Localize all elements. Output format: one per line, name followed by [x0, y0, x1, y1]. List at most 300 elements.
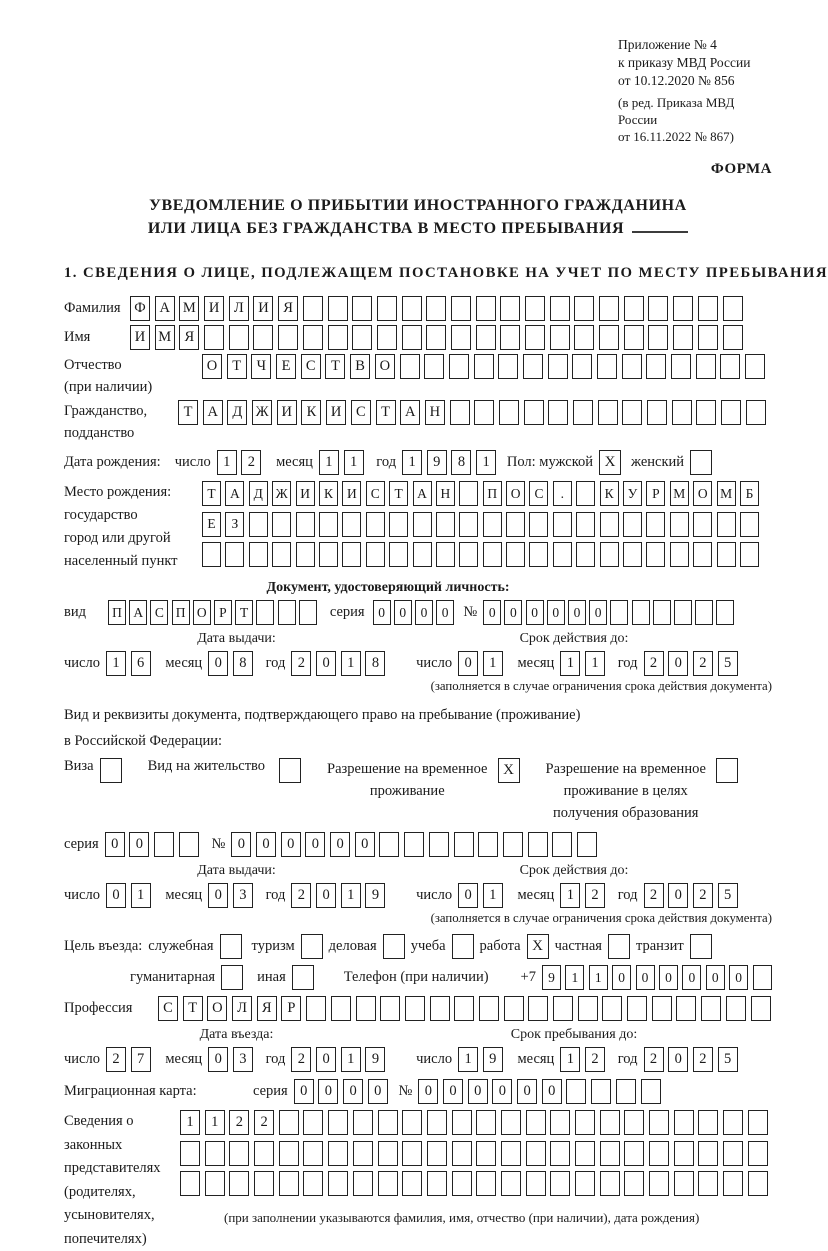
char-cell	[646, 354, 666, 379]
rvp-issue-month-label: месяц	[165, 887, 202, 904]
char-cell: 0	[492, 1079, 512, 1104]
legal-reps-cells-row-2	[180, 1141, 773, 1166]
char-cell	[303, 325, 323, 350]
char-cell: 5	[718, 651, 738, 676]
char-cell	[479, 996, 499, 1021]
char-cell	[328, 1141, 348, 1166]
char-cell: А	[225, 481, 244, 506]
char-cell	[504, 996, 524, 1021]
char-cell: 8	[365, 651, 385, 676]
char-cell: И	[204, 296, 224, 321]
char-cell	[352, 325, 372, 350]
char-cell	[674, 1171, 694, 1196]
char-cell	[249, 512, 268, 537]
char-cell: П	[172, 600, 190, 625]
valid-month-label: месяц	[517, 655, 554, 672]
char-cell: 2	[106, 1047, 126, 1072]
char-cell: И	[130, 325, 150, 350]
birth-date-month-label: месяц	[276, 454, 313, 471]
entry-year-label: год	[266, 1051, 286, 1068]
entry-year-cells	[291, 1047, 390, 1072]
char-cell	[436, 512, 455, 537]
char-cell	[720, 354, 740, 379]
char-cell: М	[179, 296, 199, 321]
form-title-line-2-wrap	[64, 217, 772, 240]
rvp-valid-year-label: год	[618, 887, 638, 904]
char-cell: К	[301, 400, 321, 425]
legal-reps-label-line-2: законных	[64, 1134, 180, 1158]
char-cell	[328, 296, 348, 321]
char-cell	[430, 996, 450, 1021]
legal-reps-label-line-5: усыновителях,	[64, 1204, 180, 1228]
valid-year-cells	[644, 651, 743, 676]
char-cell	[389, 542, 408, 567]
char-cell	[525, 296, 545, 321]
char-cell: 0	[458, 651, 478, 676]
char-cell	[575, 1141, 595, 1166]
char-cell	[578, 996, 598, 1021]
char-cell	[600, 542, 619, 567]
char-cell: О	[693, 481, 712, 506]
char-cell	[576, 542, 595, 567]
purpose-tourism-label: туризм	[252, 938, 295, 955]
char-cell	[205, 1141, 225, 1166]
surname-label: Фамилия	[64, 300, 130, 317]
char-cell	[454, 832, 474, 857]
char-cell	[648, 325, 668, 350]
char-cell	[550, 1171, 570, 1196]
char-cell: Т	[202, 481, 221, 506]
purpose-tourism-checkbox	[301, 934, 323, 959]
char-cell: Т	[325, 354, 345, 379]
char-cell: 0	[547, 600, 565, 625]
identity-doc-row	[64, 600, 772, 625]
char-cell: 0	[415, 600, 433, 625]
char-cell	[328, 325, 348, 350]
char-cell: М	[670, 481, 689, 506]
char-cell	[674, 1110, 694, 1135]
resident-doc-series-row	[64, 832, 772, 857]
char-cell	[670, 512, 689, 537]
issue-year-cells	[291, 651, 390, 676]
char-cell	[180, 1171, 200, 1196]
legal-reps-label-line-3: представителях	[64, 1157, 180, 1181]
char-cell	[400, 354, 420, 379]
char-cell	[476, 325, 496, 350]
char-cell: 1	[402, 450, 422, 475]
residence-permit-checkbox	[279, 758, 301, 783]
name-label: Имя	[64, 329, 130, 346]
resident-doc-date-headers	[64, 863, 772, 879]
char-cell: 5	[718, 1047, 738, 1072]
char-cell: 0	[504, 600, 522, 625]
char-cell: 1	[458, 1047, 478, 1072]
char-cell	[600, 1141, 620, 1166]
issue-day-label: число	[64, 655, 100, 672]
char-cell	[278, 600, 296, 625]
char-cell: 8	[451, 450, 471, 475]
char-cell: 0	[316, 651, 336, 676]
name-row	[64, 325, 772, 350]
char-cell: 2	[254, 1110, 274, 1135]
migration-card-series-cells	[294, 1079, 393, 1104]
sex-female-checkbox	[690, 450, 712, 475]
char-cell	[751, 996, 771, 1021]
birth-place-cells-row-1	[202, 481, 763, 506]
char-cell	[600, 1171, 620, 1196]
legal-reps-note: (при заполнении указываются фамилия, имя, отчество (при наличии), дата рождения)	[224, 1210, 773, 1226]
char-cell	[646, 542, 665, 567]
char-cell: О	[207, 996, 227, 1021]
char-cell	[449, 354, 469, 379]
char-cell	[229, 1141, 249, 1166]
char-cell	[696, 354, 716, 379]
char-cell: 1	[483, 651, 503, 676]
purpose-work-label: работа	[480, 938, 521, 955]
blank-underline	[632, 218, 688, 233]
identity-doc-valid-header: Срок действия до:	[409, 631, 739, 647]
char-cell: 0	[517, 1079, 537, 1104]
char-cell	[674, 600, 692, 625]
birth-date-row	[64, 450, 772, 475]
char-cell: Я	[278, 296, 298, 321]
char-cell	[225, 542, 244, 567]
birth-date-label: Дата рождения:	[64, 454, 161, 471]
char-cell	[717, 512, 736, 537]
char-cell	[452, 1141, 472, 1166]
char-cell	[506, 542, 525, 567]
temp-residence-edu-checkbox	[716, 758, 738, 783]
char-cell	[303, 1141, 323, 1166]
char-cell	[328, 1171, 348, 1196]
purpose-study-checkbox	[452, 934, 474, 959]
char-cell: 1	[565, 965, 584, 990]
char-cell: Е	[202, 512, 221, 537]
char-cell: Б	[740, 481, 759, 506]
profession-label: Профессия	[64, 1000, 158, 1017]
entry-date-headers	[64, 1027, 772, 1043]
char-cell	[366, 512, 385, 537]
char-cell: Ф	[130, 296, 150, 321]
char-cell	[695, 600, 713, 625]
char-cell	[717, 542, 736, 567]
resident-doc-valid-date	[416, 883, 742, 908]
stay-day-label: число	[416, 1051, 452, 1068]
char-cell	[622, 400, 642, 425]
char-cell	[413, 542, 432, 567]
char-cell: О	[202, 354, 222, 379]
char-cell	[576, 481, 595, 506]
char-cell	[721, 400, 741, 425]
char-cell	[205, 1171, 225, 1196]
birth-place-cells	[202, 481, 763, 573]
char-cell	[427, 1110, 447, 1135]
resident-doc-paragraph	[64, 702, 772, 754]
char-cell	[600, 1110, 620, 1135]
resident-doc-valid-header: Срок действия до:	[409, 863, 739, 879]
char-cell: 1	[476, 450, 496, 475]
visa-label: Виза	[64, 758, 94, 775]
char-cell	[424, 354, 444, 379]
birth-date-day-cells	[217, 450, 266, 475]
char-cell	[524, 400, 544, 425]
char-cell: М	[717, 481, 736, 506]
char-cell	[229, 1171, 249, 1196]
char-cell	[698, 1171, 718, 1196]
char-cell	[377, 296, 397, 321]
form-title-line-1: УВЕДОМЛЕНИЕ О ПРИБЫТИИ ИНОСТРАННОГО ГРАЖДАНИНА	[64, 194, 772, 217]
char-cell	[498, 354, 518, 379]
char-cell	[723, 325, 743, 350]
legal-reps-row	[64, 1110, 772, 1251]
char-cell: 9	[365, 883, 385, 908]
char-cell	[624, 1171, 644, 1196]
char-cell: 1	[319, 450, 339, 475]
char-cell	[573, 400, 593, 425]
rvp-valid-day-cells	[458, 883, 507, 908]
char-cell	[506, 512, 525, 537]
char-cell: 1	[106, 651, 126, 676]
char-cell	[499, 400, 519, 425]
char-cell	[550, 296, 570, 321]
char-cell: В	[350, 354, 370, 379]
char-cell: О	[375, 354, 395, 379]
char-cell	[576, 512, 595, 537]
resident-doc-dates-row	[64, 883, 772, 908]
form-title-line-2: ИЛИ ЛИЦА БЕЗ ГРАЖДАНСТВА В МЕСТО ПРЕБЫВАНИЯ	[148, 220, 624, 237]
char-cell: 1	[341, 1047, 361, 1072]
purpose-official-label: служебная	[148, 938, 213, 955]
char-cell	[652, 996, 672, 1021]
char-cell	[624, 1110, 644, 1135]
corner-line-1: Приложение № 4	[618, 36, 772, 54]
char-cell	[353, 1141, 373, 1166]
char-cell	[598, 400, 618, 425]
char-cell: 2	[693, 883, 713, 908]
surname-row	[64, 296, 772, 321]
char-cell	[254, 1171, 274, 1196]
char-cell: 2	[229, 1110, 249, 1135]
char-cell: 0	[394, 600, 412, 625]
char-cell: 1	[585, 651, 605, 676]
residence-permit-label: Вид на жительство	[148, 758, 265, 775]
purpose-business-checkbox	[383, 934, 405, 959]
stay-year-label: год	[618, 1051, 638, 1068]
char-cell	[670, 542, 689, 567]
char-cell: 9	[365, 1047, 385, 1072]
patronymic-row	[64, 354, 772, 398]
birth-place-label-line-2: государство	[64, 504, 202, 527]
char-cell	[577, 832, 597, 857]
char-cell	[279, 1110, 299, 1135]
section-1-heading: 1. СВЕДЕНИЯ О ЛИЦЕ, ПОДЛЕЖАЩЕМ ПОСТАНОВКЕ НА УЧЕТ ПО МЕСТУ ПРЕБЫВАНИЯ	[64, 265, 772, 282]
char-cell	[550, 1110, 570, 1135]
char-cell: Н	[436, 481, 455, 506]
char-cell	[476, 1110, 496, 1135]
char-cell: Л	[229, 296, 249, 321]
char-cell	[450, 400, 470, 425]
char-cell	[632, 600, 650, 625]
char-cell: 2	[291, 651, 311, 676]
rvp-valid-month-label: месяц	[517, 887, 554, 904]
char-cell	[454, 996, 474, 1021]
legal-reps-cells	[180, 1110, 773, 1226]
char-cell: Ж	[272, 481, 291, 506]
char-cell: С	[529, 481, 548, 506]
char-cell	[529, 542, 548, 567]
char-cell	[256, 600, 274, 625]
rvp-issue-day-label: число	[64, 887, 100, 904]
char-cell: С	[158, 996, 178, 1021]
char-cell: 2	[585, 1047, 605, 1072]
rvp-valid-year-cells	[644, 883, 743, 908]
char-cell	[623, 512, 642, 537]
char-cell	[696, 400, 716, 425]
char-cell	[427, 1171, 447, 1196]
char-cell	[723, 1110, 743, 1135]
char-cell: 2	[241, 450, 261, 475]
legal-reps-cells-row-3	[180, 1171, 773, 1196]
identity-doc-issue-date	[64, 651, 390, 676]
resident-doc-number-cells	[231, 832, 601, 857]
char-cell: 1	[205, 1110, 225, 1135]
char-cell	[553, 996, 573, 1021]
char-cell	[402, 296, 422, 321]
char-cell: Д	[227, 400, 247, 425]
char-cell	[476, 296, 496, 321]
char-cell: А	[129, 600, 147, 625]
citizenship-label	[64, 400, 178, 444]
char-cell	[624, 1141, 644, 1166]
char-cell: 0	[355, 832, 375, 857]
char-cell: 0	[316, 1047, 336, 1072]
phone-prefix: +7	[521, 969, 536, 986]
char-cell	[674, 1141, 694, 1166]
stay-until-date	[416, 1047, 742, 1072]
citizenship-label-line-2: подданство	[64, 422, 178, 444]
valid-year-label: год	[618, 655, 638, 672]
char-cell	[426, 296, 446, 321]
char-cell: 0	[668, 1047, 688, 1072]
char-cell: 0	[729, 965, 748, 990]
char-cell	[402, 325, 422, 350]
char-cell: О	[193, 600, 211, 625]
char-cell: 0	[318, 1079, 338, 1104]
char-cell	[501, 1141, 521, 1166]
char-cell	[622, 354, 642, 379]
char-cell	[647, 400, 667, 425]
char-cell	[552, 832, 572, 857]
char-cell: 2	[644, 1047, 664, 1072]
char-cell	[179, 832, 199, 857]
entry-month-cells	[208, 1047, 257, 1072]
identity-doc-series-cells	[373, 600, 458, 625]
char-cell: 0	[343, 1079, 363, 1104]
corner-note-line-2: от 16.11.2022 № 867)	[618, 128, 772, 145]
char-cell	[693, 542, 712, 567]
char-cell	[746, 400, 766, 425]
visit-purpose-label: Цель въезда:	[64, 938, 142, 955]
char-cell: М	[155, 325, 175, 350]
char-cell: 2	[291, 1047, 311, 1072]
char-cell: 0	[418, 1079, 438, 1104]
visit-purpose-row-2	[64, 965, 772, 990]
profession-cells	[158, 996, 775, 1021]
char-cell	[413, 512, 432, 537]
purpose-business-label: деловая	[329, 938, 377, 955]
rvp-issue-day-cells	[106, 883, 155, 908]
stay-month-label: месяц	[517, 1051, 554, 1068]
char-cell: Ж	[252, 400, 272, 425]
char-cell	[427, 1141, 447, 1166]
char-cell	[404, 832, 424, 857]
char-cell: 0	[668, 651, 688, 676]
char-cell: 0	[294, 1079, 314, 1104]
issue-month-cells	[208, 651, 257, 676]
char-cell	[550, 1141, 570, 1166]
birth-date-month-cells	[319, 450, 368, 475]
identity-doc-kind-cells	[108, 600, 320, 625]
char-cell: 0	[542, 1079, 562, 1104]
rvp-issue-year-label: год	[266, 887, 286, 904]
char-cell	[500, 325, 520, 350]
temp-residence-checkbox: X	[498, 758, 520, 783]
char-cell	[649, 1110, 669, 1135]
char-cell	[550, 325, 570, 350]
char-cell	[405, 996, 425, 1021]
entry-stay-dates-row	[64, 1047, 772, 1072]
char-cell	[572, 354, 592, 379]
purpose-study-label: учеба	[411, 938, 446, 955]
legal-reps-label-line-4: (родителях,	[64, 1181, 180, 1205]
char-cell	[673, 325, 693, 350]
purpose-other-label: иная	[257, 969, 286, 986]
identity-doc-kind-label: вид	[64, 604, 108, 621]
resident-doc-note: (заполняется в случае ограничения срока действия документа)	[64, 911, 772, 926]
char-cell	[366, 542, 385, 567]
char-cell: 1	[344, 450, 364, 475]
birth-place-cells-row-2	[202, 512, 763, 537]
char-cell: 1	[560, 651, 580, 676]
char-cell	[303, 296, 323, 321]
char-cell: Р	[281, 996, 301, 1021]
stay-until-header: Срок пребывания до:	[409, 1027, 739, 1043]
char-cell	[426, 325, 446, 350]
char-cell	[402, 1171, 422, 1196]
char-cell: 0	[483, 600, 501, 625]
char-cell	[602, 996, 622, 1021]
char-cell: И	[296, 481, 315, 506]
char-cell	[154, 832, 174, 857]
char-cell: Т	[389, 481, 408, 506]
birth-place-label-line-1: Место рождения:	[64, 481, 202, 504]
identity-doc-issue-header: Дата выдачи:	[64, 631, 409, 647]
issue-day-cells	[106, 651, 155, 676]
migration-card-row	[64, 1079, 772, 1104]
char-cell: 0	[436, 600, 454, 625]
char-cell: 0	[231, 832, 251, 857]
rvp-issue-month-cells	[208, 883, 257, 908]
char-cell: 2	[585, 883, 605, 908]
entry-day-label: число	[64, 1051, 100, 1068]
temp-residence-edu-label	[546, 758, 706, 824]
stay-month-cells	[560, 1047, 609, 1072]
char-cell	[723, 1171, 743, 1196]
char-cell	[204, 325, 224, 350]
char-cell: 0	[129, 832, 149, 857]
patronymic-label-line-2: (при наличии)	[64, 376, 202, 398]
char-cell	[698, 1110, 718, 1135]
